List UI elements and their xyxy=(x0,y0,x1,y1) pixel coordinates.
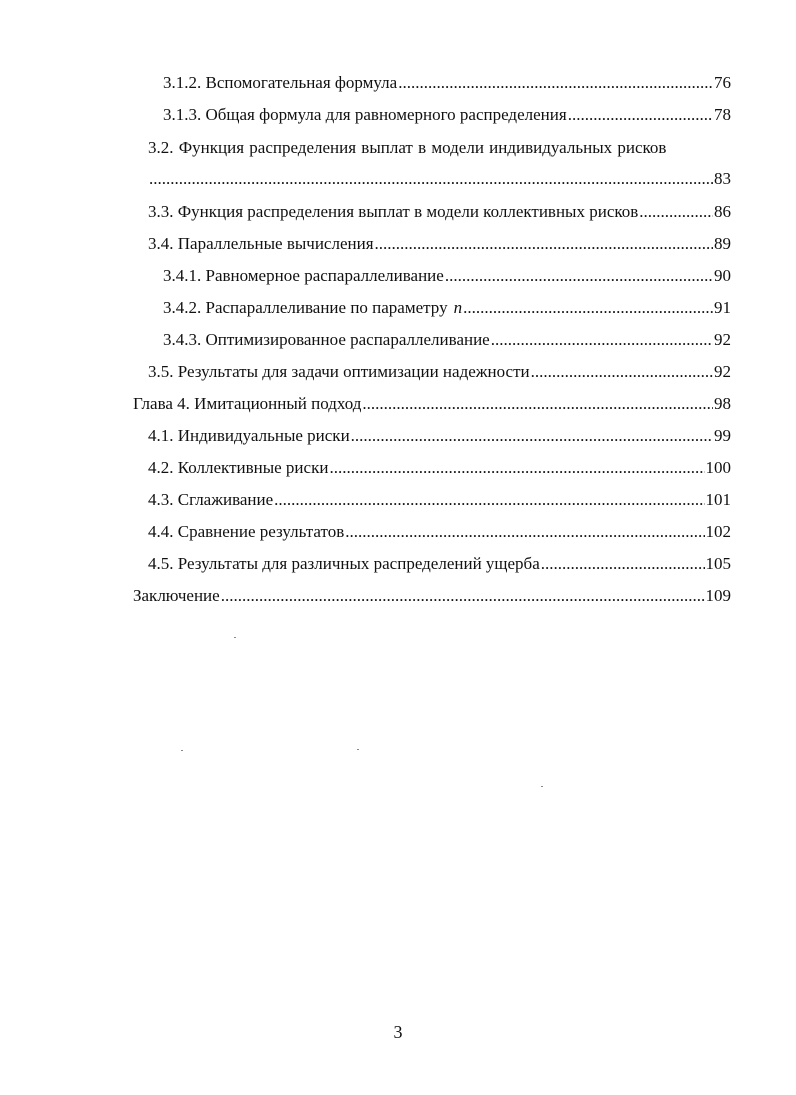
toc-entry-page: 90 xyxy=(714,266,731,285)
toc-entry[interactable] xyxy=(148,489,731,511)
toc-entry[interactable] xyxy=(148,201,731,223)
toc-entry[interactable] xyxy=(133,585,731,607)
toc-entry-title: 3.5. Результаты для задачи оптимизации надежности xyxy=(148,362,530,381)
toc-entry-title: 4.1. Индивидуальные риски xyxy=(148,426,350,445)
toc-entry-param: n xyxy=(453,298,463,317)
toc-leader-dots xyxy=(329,457,704,479)
toc-entry-page: 98 xyxy=(714,394,731,413)
toc-entry[interactable] xyxy=(163,72,731,94)
toc-entry-page: 100 xyxy=(705,458,731,477)
toc-entry-page: 91 xyxy=(714,298,731,317)
toc-entry-page: 89 xyxy=(714,234,731,253)
toc-leader-dots xyxy=(531,361,713,383)
toc-entry-page: 92 xyxy=(714,362,731,381)
toc-entry[interactable] xyxy=(133,393,731,415)
toc-entry-title: 3.4. Параллельные вычисления xyxy=(148,234,374,253)
toc-leader-dots xyxy=(639,201,713,223)
toc-entry-page: 86 xyxy=(714,202,731,221)
toc-entry[interactable] xyxy=(148,553,731,575)
toc-entry-title: 3.4.2. Распараллеливание по параметру xyxy=(163,298,448,317)
toc-entry[interactable] xyxy=(148,457,731,479)
toc-entry-title: 3.4.1. Равномерное распараллеливание xyxy=(163,266,444,285)
toc-leader-dots xyxy=(221,585,705,607)
toc-entry-title: 3.4.3. Оптимизированное распараллеливание xyxy=(163,330,490,349)
toc-leader-dots xyxy=(491,329,713,351)
toc-entry-page: 101 xyxy=(705,490,731,509)
toc-entry-page: 109 xyxy=(705,586,731,605)
toc-entry-page: 99 xyxy=(714,426,731,445)
toc-entry-title: 4.3. Сглаживание xyxy=(148,490,274,509)
toc-entry-title: 3.1.3. Общая формула для равномерного распределения xyxy=(163,105,567,124)
toc-entry-page: 105 xyxy=(705,554,731,573)
toc-leader-dots xyxy=(445,265,713,287)
toc-entry-page: 78 xyxy=(714,105,731,124)
toc-entry[interactable] xyxy=(163,265,731,287)
toc-entry[interactable] xyxy=(163,104,731,126)
toc-entry-title: 3.3. Функция распределения выплат в модели коллективных рисков xyxy=(148,202,639,221)
toc-entry[interactable] xyxy=(163,297,731,319)
toc-entry[interactable] xyxy=(148,521,731,543)
scan-speck xyxy=(541,786,543,787)
scan-speck xyxy=(357,749,359,750)
toc-entry[interactable] xyxy=(148,361,731,383)
toc-entry-page: 83 xyxy=(714,169,731,188)
toc-entry-title[interactable]: 3.2. Функция распределения выплат в модели индивидуальных рисков xyxy=(148,138,667,157)
toc-leader-dots xyxy=(274,489,704,511)
toc-entry-title: 3.1.2. Вспомогательная формула xyxy=(163,73,398,92)
toc-leader-dots xyxy=(362,393,713,415)
toc-leader-dots xyxy=(375,233,713,255)
toc-entry-title: 4.5. Результаты для различных распределений ущерба xyxy=(148,554,540,573)
toc-entry-page: 102 xyxy=(705,522,731,541)
scan-speck xyxy=(234,637,236,638)
page-number: 3 xyxy=(393,1022,403,1042)
toc-leader-dots xyxy=(149,168,713,190)
toc-entry-title: 4.2. Коллективные риски xyxy=(148,458,329,477)
toc-leader-dots xyxy=(568,104,713,126)
toc-entry-page: 92 xyxy=(714,330,731,349)
scan-speck xyxy=(181,750,183,751)
toc-leader-dots xyxy=(463,297,713,319)
toc-entry[interactable] xyxy=(148,233,731,255)
toc-entry-title: Глава 4. Имитационный подход xyxy=(133,394,362,413)
toc-leader-dots xyxy=(345,521,704,543)
toc-entry[interactable] xyxy=(148,168,731,190)
toc-entry-title: 4.4. Сравнение результатов xyxy=(148,522,345,541)
toc-entry-title: Заключение xyxy=(133,586,220,605)
toc-leader-dots xyxy=(398,72,713,94)
toc-leader-dots xyxy=(351,425,713,447)
toc-entry[interactable] xyxy=(163,329,731,351)
toc-entry[interactable] xyxy=(148,425,731,447)
toc-entry-page: 76 xyxy=(714,73,731,92)
toc-leader-dots xyxy=(541,553,705,575)
